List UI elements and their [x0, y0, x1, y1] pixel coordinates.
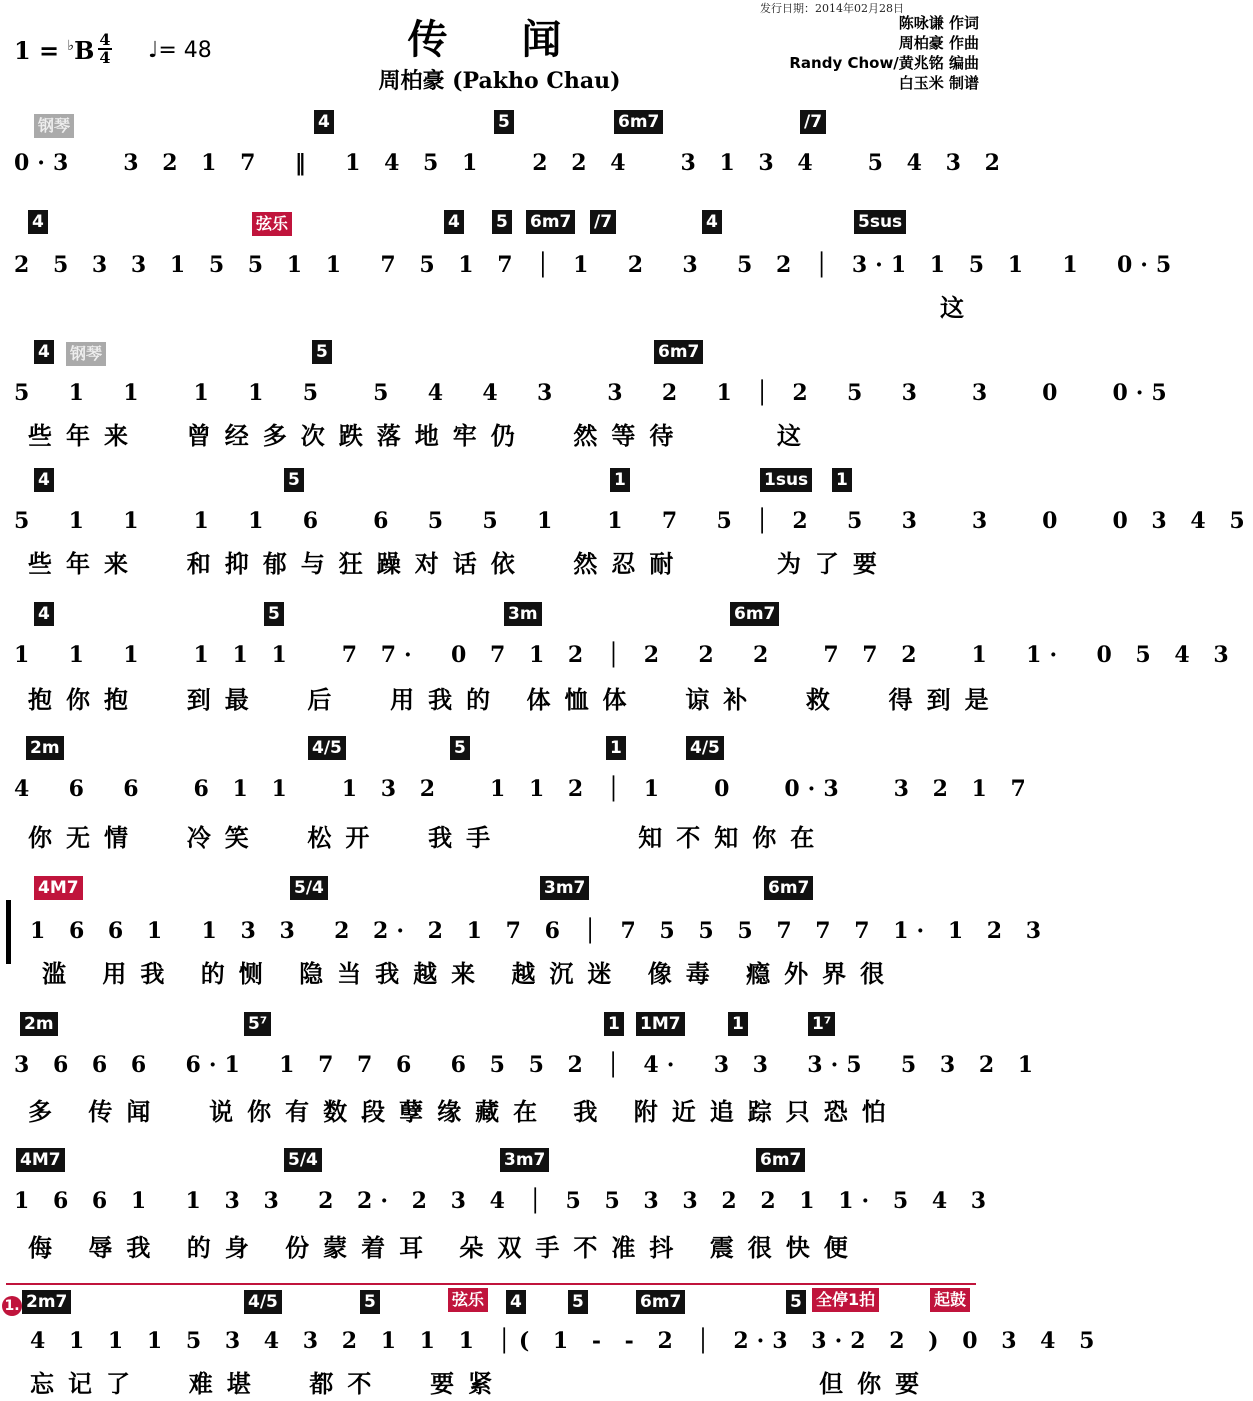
chord-symbol: 4: [314, 110, 334, 134]
chord-symbol: 1: [832, 468, 852, 492]
chord-symbol: 1sus: [760, 468, 812, 492]
chord-symbol: 6m7: [636, 1290, 685, 1314]
drum-start-tag: 起鼓: [930, 1288, 970, 1312]
note-line: 1 1 1 1 1 1 7 7· 0 7 1 2 │ 2 2 2 7 7 2 1 1· 0 5 4 3: [14, 642, 1237, 668]
note-line: 4 6 6 6 1 1 1 3 2 1 1 2 │ 1 0 0·3 3 2 1 7: [14, 776, 1034, 802]
note-line: 1 6 6 1 1 3 3 2 2· 2 1 7 6 │ 7 5 5 5 7 7 7 1· 1 2 3: [30, 918, 1050, 944]
chord-symbol: /7: [590, 210, 616, 234]
chord-symbol: 6m7: [526, 210, 575, 234]
tempo-marking: ♩= 48: [148, 38, 212, 63]
credit-transcriber: 白玉米 制谱: [898, 74, 979, 92]
chord-symbol: 1: [610, 468, 630, 492]
chord-symbol: 5: [264, 602, 284, 626]
chord-symbol: /7: [800, 110, 826, 134]
chord-symbol: 3m7: [500, 1148, 549, 1172]
chord-symbol: 6m7: [614, 110, 663, 134]
credit-lyricist: 陈咏谦 作词: [898, 14, 979, 32]
chord-symbol: 4: [34, 340, 54, 364]
chord-symbol: 5/4: [290, 876, 328, 900]
lyric-line: 侮 辱我 的身 份蒙着耳 朵双手不准抖 震很快便: [28, 1234, 862, 1262]
chord-symbol: 4M7: [16, 1148, 65, 1172]
lyric-line: 滥 用我 的恻 隐当我越来 越沉迷 像毒 瘾外界很: [42, 960, 899, 988]
credit-arranger: Randy Chow/黄兆铭 编曲: [789, 54, 979, 72]
chord-symbol: 1: [604, 1012, 624, 1036]
chord-symbol: 5: [494, 110, 514, 134]
chord-symbol: 3m: [504, 602, 542, 626]
instrument-tag-strings: 弦乐: [252, 212, 292, 236]
instrument-tag-piano: 钢琴: [66, 342, 106, 366]
key-prefix: 1 =: [14, 36, 68, 65]
full-stop-tag: 全停1拍: [812, 1288, 879, 1312]
chord-symbol: 5: [360, 1290, 380, 1314]
chord-symbol: 4: [506, 1290, 526, 1314]
chord-symbol: 5/4: [284, 1148, 322, 1172]
credit-composer: 周柏豪 作曲: [898, 34, 979, 52]
chord-symbol: 6m7: [764, 876, 813, 900]
chord-symbol: 2m: [20, 1012, 58, 1036]
note-line: 2 5 3 3 1 5 5 1 1 7 5 1 7 │ 1 2 3 5 2 │ 3·1 1 5 1 1 0·5: [14, 252, 1180, 278]
meter-top: 4: [99, 30, 111, 49]
lyric-line: 些年来 曾经多次跌落地牢仍 然等待 这: [28, 422, 815, 450]
lyric-line: 这: [940, 294, 978, 322]
chord-symbol: 4: [34, 602, 54, 626]
lyric-line: 抱你抱 到最 后 用我的 体恤体 谅补 救 得到是: [28, 686, 1003, 714]
chord-symbol: 4/5: [686, 736, 724, 760]
lyric-line: 些年来 和抑郁与狂躁对话依 然忍耐 为了要: [28, 550, 891, 578]
singer-name: 周柏豪 (Pakho Chau): [378, 68, 621, 94]
chord-symbol: 4/5: [244, 1290, 282, 1314]
instrument-tag-piano: 钢琴: [34, 114, 74, 138]
lyric-line: 多 传闻 说你有数段孽缘藏在 我 附近追踪只恐怕: [28, 1098, 900, 1126]
chord-symbol: 4: [28, 210, 48, 234]
flat-symbol: ♭: [67, 38, 75, 54]
note-line: 5 1 1 1 1 6 6 5 5 1 1 7 5 │ 2 5 3 3 0 0 3 4 5: [14, 508, 1253, 534]
key-signature: [14, 36, 94, 65]
chord-symbol: 5sus: [854, 210, 906, 234]
chord-symbol: 3m7: [540, 876, 589, 900]
meter-bottom: 4: [99, 48, 111, 67]
chord-symbol: 4: [702, 210, 722, 234]
chord-symbol: 4M7: [34, 876, 83, 900]
note-line: 1 6 6 1 1 3 3 2 2· 2 3 4 │ 5 5 3 3 2 2 1 1· 5 4 3: [14, 1188, 995, 1214]
note-line: 3 6 6 6 6·1 1 7 7 6 6 5 5 2 │ 4· 3 3 3·5 5 3 2 1: [14, 1052, 1042, 1078]
chord-symbol: 2m: [26, 736, 64, 760]
chord-symbol: 1M7: [636, 1012, 685, 1036]
chord-symbol: 5: [450, 736, 470, 760]
chord-symbol: 4: [34, 468, 54, 492]
note-line: 4 1 1 1 5 3 4 3 2 1 1 1 │( 1 - - 2 │ 2·3 3·2 2 ) 0 3 4 5: [30, 1328, 1103, 1354]
chord-symbol: 5: [312, 340, 332, 364]
lyric-line: 忘记了 难堪 都不 要紧 但你要: [30, 1370, 934, 1398]
lyric-line: 你无情 冷笑 松开 我手 知不知你在: [28, 824, 829, 852]
chord-symbol: 4/5: [308, 736, 346, 760]
chord-symbol: 6m7: [756, 1148, 805, 1172]
volta-bracket: [6, 1283, 976, 1285]
chord-symbol: 6m7: [654, 340, 703, 364]
chord-symbol: 5: [786, 1290, 806, 1314]
note-line: 5 1 1 1 1 5 5 4 4 3 3 2 1 │ 2 5 3 3 0 0·5: [14, 380, 1175, 406]
chord-symbol: 1: [606, 736, 626, 760]
chord-symbol: 2m7: [22, 1290, 71, 1314]
chord-symbol: 6m7: [730, 602, 779, 626]
note-line: 0·3 3 2 1 7 ‖ 1 4 5 1 2 2 4 3 1 3 4 5 4 3 2: [14, 150, 1008, 176]
repeat-start-bar: [6, 900, 19, 964]
chord-symbol: 5: [568, 1290, 588, 1314]
chord-symbol: 5: [492, 210, 512, 234]
instrument-tag-strings: 弦乐: [448, 1288, 488, 1312]
key-note: B: [74, 36, 95, 65]
chord-symbol: 1⁷: [808, 1012, 835, 1036]
chord-symbol: 4: [444, 210, 464, 234]
song-title: 传 闻: [407, 17, 592, 63]
time-signature: [98, 32, 112, 66]
chord-symbol: 5⁷: [244, 1012, 271, 1036]
release-date: 发行日期：2014年02月28日: [760, 2, 904, 15]
chord-symbol: 5: [284, 468, 304, 492]
volta-number: 1.: [2, 1296, 22, 1316]
chord-symbol: 1: [728, 1012, 748, 1036]
